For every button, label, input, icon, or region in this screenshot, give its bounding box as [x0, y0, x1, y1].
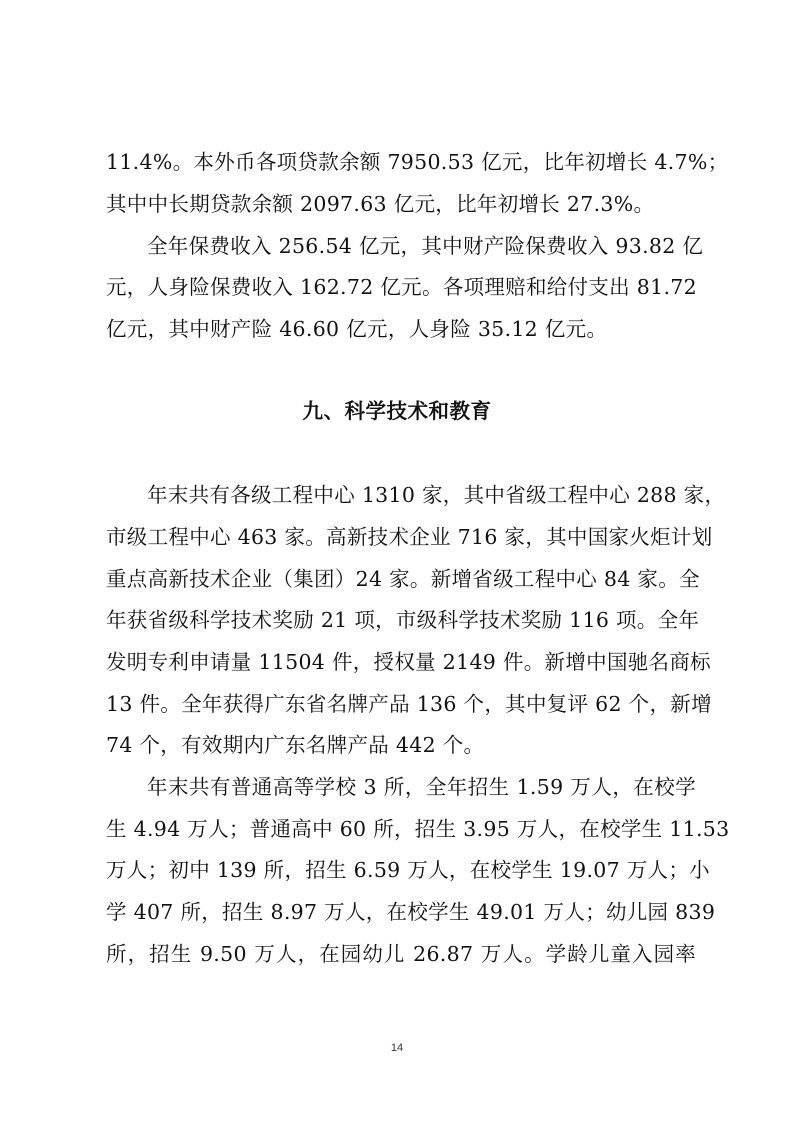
education-line-3: 万人；初中 139 所，招生 6.59 万人，在校学生 19.07 万人；小 — [106, 858, 710, 882]
education-line-2: 生 4.94 万人；普通高中 60 所，招生 3.95 万人，在校学生 11.53 — [106, 817, 730, 841]
section-heading: 九、科学技术和教育 — [302, 399, 492, 423]
science-line-3: 重点高新技术企业（集团）24 家。新增省级工程中心 84 家。全 — [106, 567, 700, 591]
science-line-2: 市级工程中心 463 家。高新技术企业 716 家，其中国家火炬计划 — [106, 525, 713, 549]
insurance-line-3: 亿元，其中财产险 46.60 亿元，人身险 35.12 亿元。 — [106, 317, 608, 341]
science-line-1: 年末共有各级工程中心 1310 家，其中省级工程中心 288 家， — [147, 483, 726, 507]
finance-line-2: 其中中长期贷款余额 2097.63 亿元，比年初增长 27.3%。 — [106, 192, 655, 216]
science-line-4: 年获省级科学技术奖励 21 项，市级科学技术奖励 116 项。全年 — [106, 608, 700, 632]
education-line-1: 年末共有普通高等学校 3 所，全年招生 1.59 万人，在校学 — [147, 775, 696, 799]
education-line-5: 所，招生 9.50 万人，在园幼儿 26.87 万人。学龄儿童入园率 — [106, 942, 696, 966]
science-line-7: 74 个，有效期内广东名牌产品 442 个。 — [106, 733, 485, 757]
finance-line-1: 11.4%。本外币各项贷款余额 7950.53 亿元，比年初增长 4.7%； — [106, 150, 729, 174]
science-line-5: 发明专利申请量 11504 件，授权量 2149 件。新增中国驰名商标 — [106, 650, 711, 674]
insurance-line-2: 元，人身险保费收入 162.72 亿元。各项理赔和给付支出 81.72 — [106, 275, 697, 299]
science-line-6: 13 件。全年获得广东省名牌产品 136 个，其中复评 62 个，新增 — [106, 692, 712, 716]
education-line-4: 学 407 所，招生 8.97 万人，在校学生 49.01 万人；幼儿园 839 — [106, 900, 716, 924]
page-number: 14 — [390, 1042, 404, 1054]
insurance-line-1: 全年保费收入 256.54 亿元，其中财产险保费收入 93.82 亿 — [147, 234, 704, 258]
